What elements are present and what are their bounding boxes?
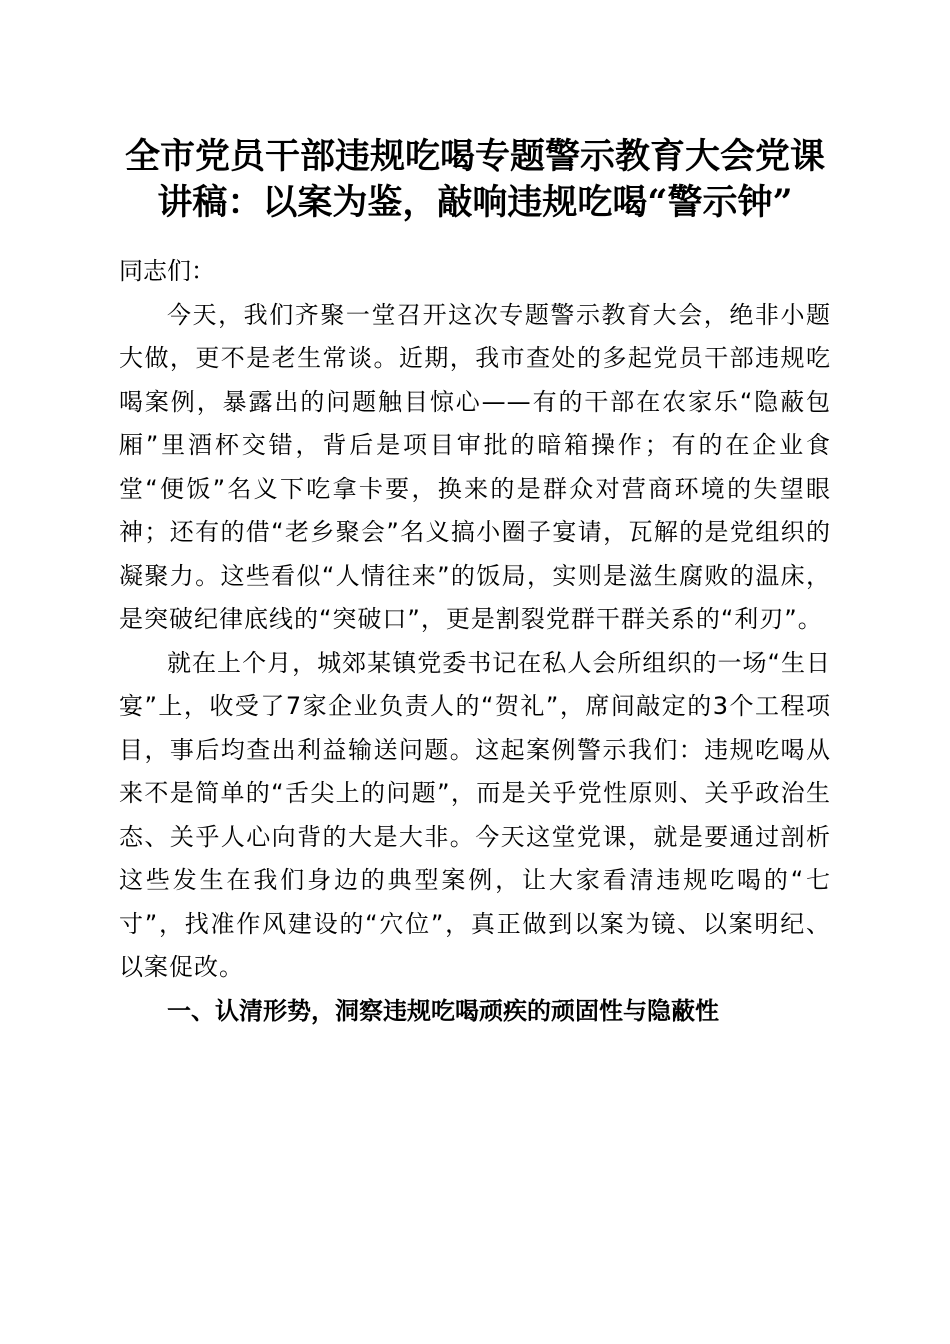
title-line-1: 全市党员干部违规吃喝专题警示教育大会党课 [124,136,825,177]
paragraph-2: 就在上个月，城郊某镇党委书记在私人会所组织的一场“生日宴”上，收受了7家企业负责人的“贺礼”，席间敲定的3个工程项目，事后均查出利益输送问题。这起案例警示我们：违规吃喝从来不是简单的“舌尖上的问题”，而是关乎党性原则、关乎政治生态、关乎人心向背的大是大非。今天这堂党课，就是要通过剖析这些发生在我们身边的典型案例，让大家看清违规吃喝的“七寸”，找准作风建设的“穴位”，真正做到以案为镜、以案明纪、以案促改。 [119,648,831,981]
salutation: 同志们： [119,257,215,285]
section-heading: 一、认清形势，洞察违规吃喝顽疾的顽固性与隐蔽性 [167,996,719,1025]
document-body [119,250,831,1033]
title-line-2: 讲稿：以案为鉴，敲响违规吃喝“警示钟” [157,182,793,223]
paragraph-1: 今天，我们齐聚一堂召开这次专题警示教育大会，绝非小题大做，更不是老生常谈。近期，我市查处的多起党员干部违规吃喝案例，暴露出的问题触目惊心——有的干部在农家乐“隐蔽包厢”里酒杯交错，背后是项目审批的暗箱操作；有的在企业食堂“便饭”名义下吃拿卡要，换来的是群众对营商环境的失望眼神；还有的借“老乡聚会”名义搞小圈子宴请，瓦解的是党组织的凝聚力。这些看似“人情往来”的饭局，实则是滋生腐败的温床，是突破纪律底线的“突破口”，更是割裂党群干群关系的“利刃”。 [119,300,831,633]
document-title [100,134,850,226]
